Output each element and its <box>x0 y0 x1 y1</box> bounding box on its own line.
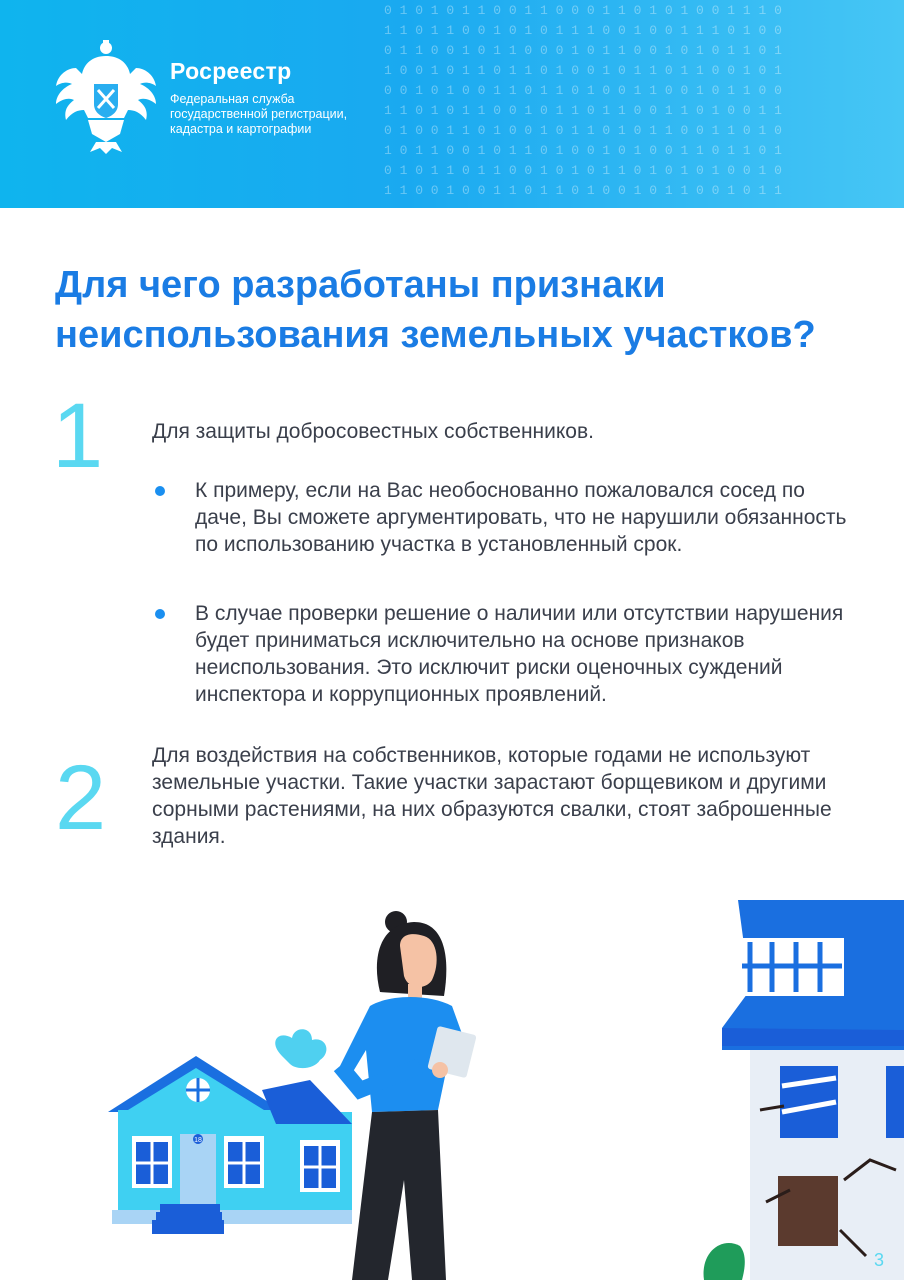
binary-pattern <box>384 0 904 208</box>
house-icon <box>108 1056 352 1234</box>
svg-text:1 1 0 1 0 1 1 0 0 1 0 1 1 0 1: 1 1 0 1 0 1 1 0 0 1 0 1 1 0 1 1 0 0 1 1 0 1 0 0 1 1 <box>384 103 782 118</box>
page-number: 3 <box>873 1250 884 1270</box>
svg-text:0 0 1 0 1 0 0 1 1 0 1 1 0 1 0: 0 0 1 0 1 0 0 1 1 0 1 1 0 1 0 0 1 1 0 0 1 0 1 1 0 0 <box>384 83 782 98</box>
illustration <box>0 880 904 1280</box>
svg-text:0 1 0 0 1 1 0 1 0 0 1 0 1 1 0: 0 1 0 0 1 1 0 1 0 0 1 0 1 1 0 1 0 1 1 0 0 1 1 0 1 0 <box>384 123 782 138</box>
svg-text:1 0 0 1 0 1 1 0 1 1 0 1 0 0 1: 1 0 0 1 0 1 1 0 1 1 0 1 0 0 1 0 1 1 0 1 1 0 0 1 0 1 <box>384 63 782 78</box>
house-number: 18 <box>194 1137 202 1144</box>
item-number: 2 <box>55 747 107 849</box>
svg-text:0 1 0 1 1 0 1 1 0 0 1 0 1 0 1: 0 1 0 1 1 0 1 1 0 0 1 0 1 0 1 1 0 1 0 1 0 1 0 0 1 0 <box>384 163 782 178</box>
org-name: Росреестр <box>170 58 292 84</box>
header-banner <box>0 0 904 208</box>
org-subtitle-line: Федеральная служба <box>170 92 295 106</box>
org-subtitle <box>170 92 390 137</box>
abandoned-house-icon <box>704 900 904 1280</box>
bullet-text: К примеру, если на Вас необоснованно пожаловался сосед по даче, Вы сможете аргументировать, что не нарушили обязанность по использованию участка в установленный срок. <box>195 479 847 556</box>
eagle-emblem-icon <box>52 38 160 154</box>
bullet-text: В случае проверки решение о наличии или отсутствии нарушения будет приниматься исключительно на основе признаков неиспользования. Это исключит риски оценочных суждений инспектора и коррупционных проявлений. <box>195 602 844 706</box>
page-title: Для чего разработаны признаки неиспользования земельных участков? <box>55 264 816 356</box>
svg-text:0 1 1 0 0 1 0 1 1 0 0 0 1 0 1: 0 1 1 0 0 1 0 1 1 0 0 0 1 0 1 1 0 0 1 0 1 0 1 1 0 1 <box>384 43 782 58</box>
org-subtitle-line: кадастра и картографии <box>170 122 312 136</box>
bullet-dot <box>155 486 165 496</box>
item-number: 1 <box>52 385 104 487</box>
smoke-cloud <box>275 1029 326 1068</box>
item-text: Для защиты добросовестных собственников. <box>152 420 594 443</box>
svg-text:1 1 0 1 1 0 0 1 0 1 0 1 1 1 0: 1 1 0 1 1 0 0 1 0 1 0 1 1 1 0 0 1 0 0 1 1 1 0 1 0 0 <box>384 23 782 38</box>
org-subtitle-line: государственной регистрации, <box>170 107 348 121</box>
svg-text:0 1 0 1 0 1 1 0 0 1 1 0 0 0 1: 0 1 0 1 0 1 1 0 0 1 1 0 0 0 1 1 0 1 0 1 0 0 1 1 1 0 <box>384 3 782 18</box>
bullet-dot <box>155 609 165 619</box>
item-text: Для воздействия на собственников, которые годами не используют земельные участки. Такие участки зарастают борщевиком и другими сорными растениями, на них образуются свалки, стоят заброшенные здания. <box>152 744 832 848</box>
woman-with-tablet <box>340 911 477 1280</box>
svg-text:1 1 0 0 1 0 0 1 1 0 1 1 0 1 0: 1 1 0 0 1 0 0 1 1 0 1 1 0 1 0 0 1 0 1 1 0 0 1 0 1 1 <box>384 183 782 198</box>
svg-text:1 0 1 1 0 0 1 0 1 1 0 1 0 0 1: 1 0 1 1 0 0 1 0 1 1 0 1 0 0 1 0 1 0 0 1 1 0 1 1 0 1 <box>384 143 782 158</box>
